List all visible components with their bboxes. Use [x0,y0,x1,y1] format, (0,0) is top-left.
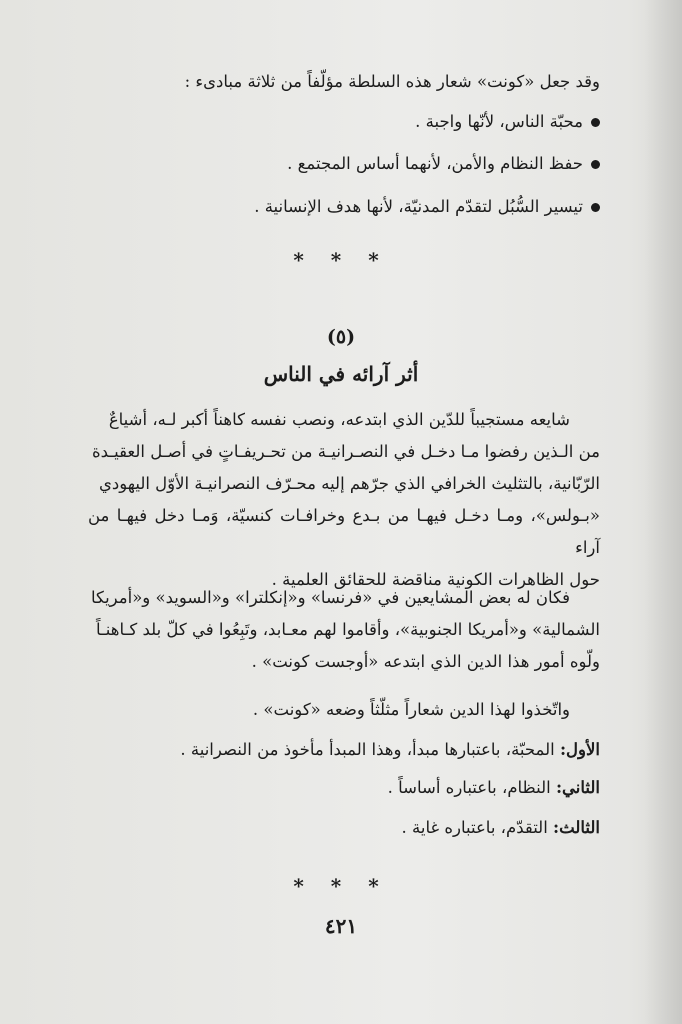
bullet-dot-icon [591,203,600,212]
section-divider: * * * [293,248,389,272]
principle-text: التقدّم، باعتباره غاية . [401,818,548,837]
paragraph-line: شايعه مستجيباً للدّين الذي ابتدعه، ونصب نفسه كاهناً أكبر لـه، أشياعٌ [108,410,570,429]
section-title: أثر آرائه في الناس [263,362,419,386]
bullet-dot-icon [591,118,600,127]
bullet-item [88,148,600,191]
intro-lead [88,66,600,98]
principle-label: الثالث: [553,818,600,837]
intro-lead-text: وقد جعل «كونت» شعار هذه السلطة مؤلّفاً من ثلاثة مبادىء : [184,72,600,91]
principle-label: الأول: [559,740,600,759]
bullet-text: تيسير السُّبُل لتقدّم المدنيّة، لأنها هدف الإنسانية . [254,197,583,216]
paragraph-line: واتّخذوا لهذا الدين شعاراً مثلّثاً وضعه «كونت» . [252,700,570,719]
section-number: (٥) [326,326,356,348]
principles-list [88,734,600,852]
paragraph-1 [88,404,600,596]
bullet-text: محبّة الناس، لأنّها واجبة . [415,112,583,131]
bullet-dot-icon [591,160,600,169]
paragraph-3 [88,694,600,726]
paragraph-line: ولّوه أمور هذا الدين الذي ابتدعه «أوجست كونت» . [251,652,600,671]
principle-label: الثاني: [555,778,600,797]
paragraph-line: من الـذين رفضوا مـا دخـل في النصـرانيـة من تحـريفـاتٍ في أصـل العقيـدة [91,442,600,461]
paragraph-2 [88,582,600,678]
bullet-item [88,106,600,148]
principle-text: المحبّة، باعتبارها مبدأ، وهذا المبدأ مأخوذ من النصرانية . [180,740,555,759]
bullet-text: حفظ النظام والأمن، لأنهما أساس المجتمع . [287,154,583,173]
bullet-item [88,191,600,233]
section-divider: * * * [293,874,389,898]
paragraph-line: الرّبّانية، بالتثليث الخرافي الذي جرّهم إليه محـرّف النصرانيـة الأوّل اليهودي [98,474,600,493]
paragraph-line: فكان له بعض المشايعين في «فرنسا» و«إنكلترا» و«السويد» و«أمريكا [90,588,570,607]
page-number: ٤٢١ [324,914,358,938]
paragraph-line: حول الظاهرات الكونية مناقضة للحقائق العلمية . [271,570,600,589]
page-edge-shadow [644,0,682,1024]
principle-item [88,734,600,772]
paragraph-line: الشمالية» و«أمريكا الجنوبية»، وأقاموا لهم معـابد، وتَبِعُوا في كلّ بلد كـاهنـاً [95,620,600,639]
bullet-list [88,106,600,233]
principle-item [88,812,600,852]
principle-text: النظام، باعتباره أساساً . [387,778,551,797]
principle-item [88,772,600,812]
paragraph-line: «بـولس»، ومـا دخـل فيهـا من بـدع وخرافـات كنسيّة، وَمـا دخل فيهـا من آراء [88,506,600,557]
